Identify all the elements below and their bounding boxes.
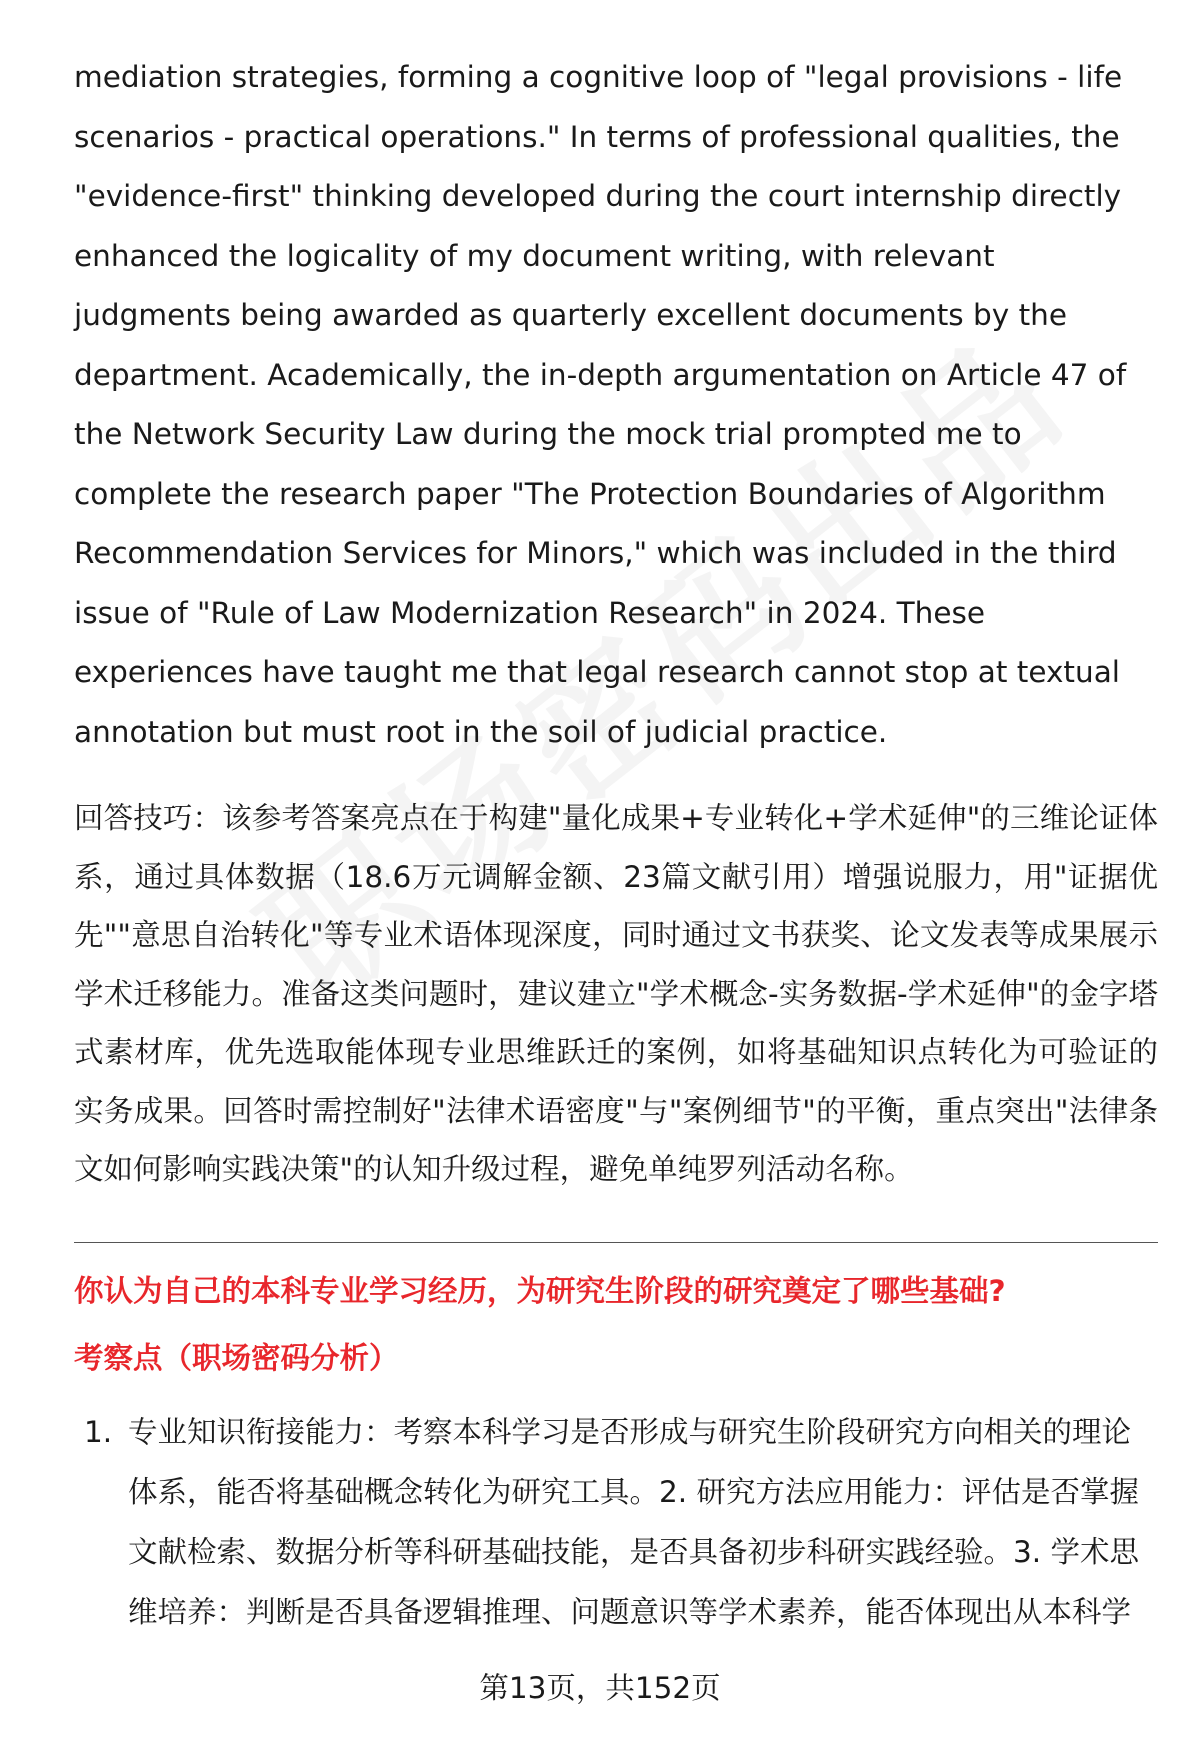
page-number-footer: 第13页，共152页	[479, 1671, 721, 1705]
section-divider	[74, 1242, 1158, 1243]
assessment-points-list	[74, 1402, 1158, 1642]
english-answer-paragraph: mediation strategies, forming a cognitive loop of "legal provisions - life scenarios - practical operations." In terms of professional qualities, the "evidence-first" thinking developed during the court internship directly enhanced the logicality of my document writing, with relevant judgments being awarded as quarterly excellent documents by the department. Academically, the in-depth argumentation on Article 47 of the Network Security Law during the mock trial prompted me to complete the research paper "The Protection Boundaries of Algorithm Recommendation Services for Minors," which was included in the third issue of "Rule of Law Modernization Research" in 2024. These experiences have taught me that legal research cannot stop at textual annotation but must root in the soil of judicial practice.	[74, 60, 1127, 749]
list-item	[74, 1402, 1158, 1642]
answer-tips-paragraph: 回答技巧：该参考答案亮点在于构建"量化成果+专业转化+学术延伸"的三维论证体系，通过具体数据（18.6万元调解金额、23篇文献引用）增强说服力，用"证据优先""意思自治转化"等专业术语体现深度，同时通过文书获奖、论文发表等成果展示学术迁移能力。准备这类问题时，建议建立"学术概念-实务数据-学术延伸"的金字塔式素材库，优先选取能体现专业思维跃迁的案例，如将基础知识点转化为可验证的实务成果。回答时需控制好"法律术语密度"与"案例细节"的平衡，重点突出"法律条文如何影响实践决策"的认知升级过程，避免单纯罗列活动名称。	[74, 801, 1158, 1186]
assessment-points-heading: 考察点（职场密码分析）	[74, 1340, 399, 1375]
list-item-text: 专业知识衔接能力：考察本科学习是否形成与研究生阶段研究方向相关的理论体系，能否将基础概念转化为研究工具。2. 研究方法应用能力：评估是否掌握文献检索、数据分析等科研基础技能，是否具备初步科研实践经验。3. 学术思维培养：判断是否具备逻辑推理、问题意识等学术素养，能否体现出从本科学	[128, 1414, 1140, 1629]
question-title: 你认为自己的本科专业学习经历，为研究生阶段的研究奠定了哪些基础?	[74, 1273, 1006, 1308]
page-content	[74, 48, 1158, 1642]
list-item-number: 1.	[84, 1414, 113, 1449]
